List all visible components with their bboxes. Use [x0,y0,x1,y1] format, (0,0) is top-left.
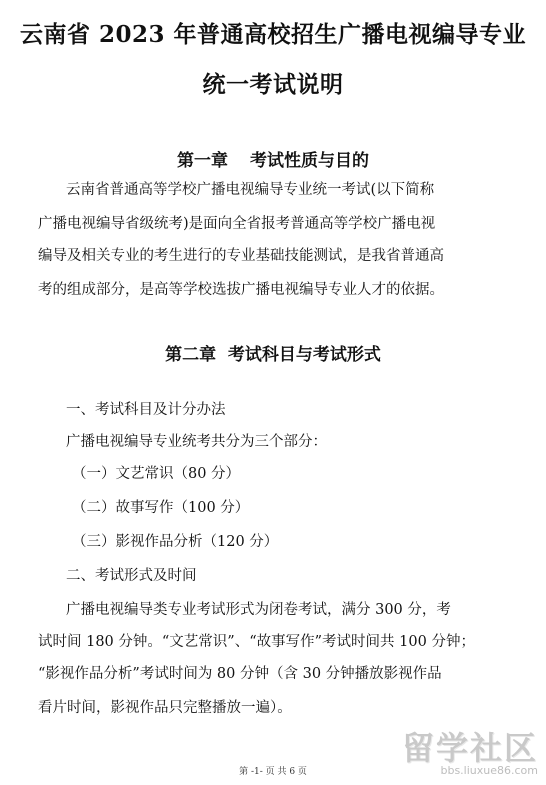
exam-item-3: （三）影视作品分析（120 分） [72,534,279,550]
chapter-1-title: 考试性质与目的 [250,151,369,171]
section-1-title: 一、考试科目及计分办法 [66,402,226,418]
chapter-1-number: 第一章 [177,151,228,171]
chapter-1-para-line-4: 考的组成部分，是高等学校选拔广播电视编导专业人才的依据。 [38,282,444,298]
chapter-1-heading [0,146,546,171]
chapter-1-para-line-1: 云南省普通高等学校广播电视编导专业统一考试(以下简称 [66,182,435,198]
section-2-para-line-2: 试时间 180 分钟。“文艺常识”、“故事写作”考试时间共 100 分钟； [38,634,475,650]
document-title-line-1: 云南省 2023 年普通高校招生广播电视编导专业 [19,21,527,48]
section-2-title: 二、考试形式及时间 [66,568,197,584]
document-title-line-2: 统一考试说明 [202,71,344,98]
page-number-footer: 第 -1- 页 共 6 页 [239,767,307,777]
section-2-para-line-4: 看片时间，影视作品只完整播放一遍）。 [38,700,292,716]
watermark-url: bbs.liuxue86.com [440,764,538,777]
exam-item-2: （二）故事写作（100 分） [72,500,250,516]
chapter-2-heading: 第二章 考试科目与考试形式 [165,345,381,365]
chapter-1-para-line-2: 广播电视编导省级统考)是面向全省报考普通高等学校广播电视 [38,216,436,232]
exam-item-1: （一）文艺常识（80 分） [72,466,241,482]
chapter-1-para-line-3: 编导及相关专业的考生进行的专业基础技能测试，是我省普通高 [38,248,444,264]
watermark-logo-text: 留学社区 [401,729,538,767]
section-2-para-line-3: “影视作品分析”考试时间为 80 分钟（含 30 分钟播放影视作品 [38,666,442,682]
section-2-para-line-1: 广播电视编导类专业考试形式为闭卷考试，满分 300 分，考 [66,602,451,618]
section-1-intro: 广播电视编导专业统考共分为三个部分： [66,434,327,450]
